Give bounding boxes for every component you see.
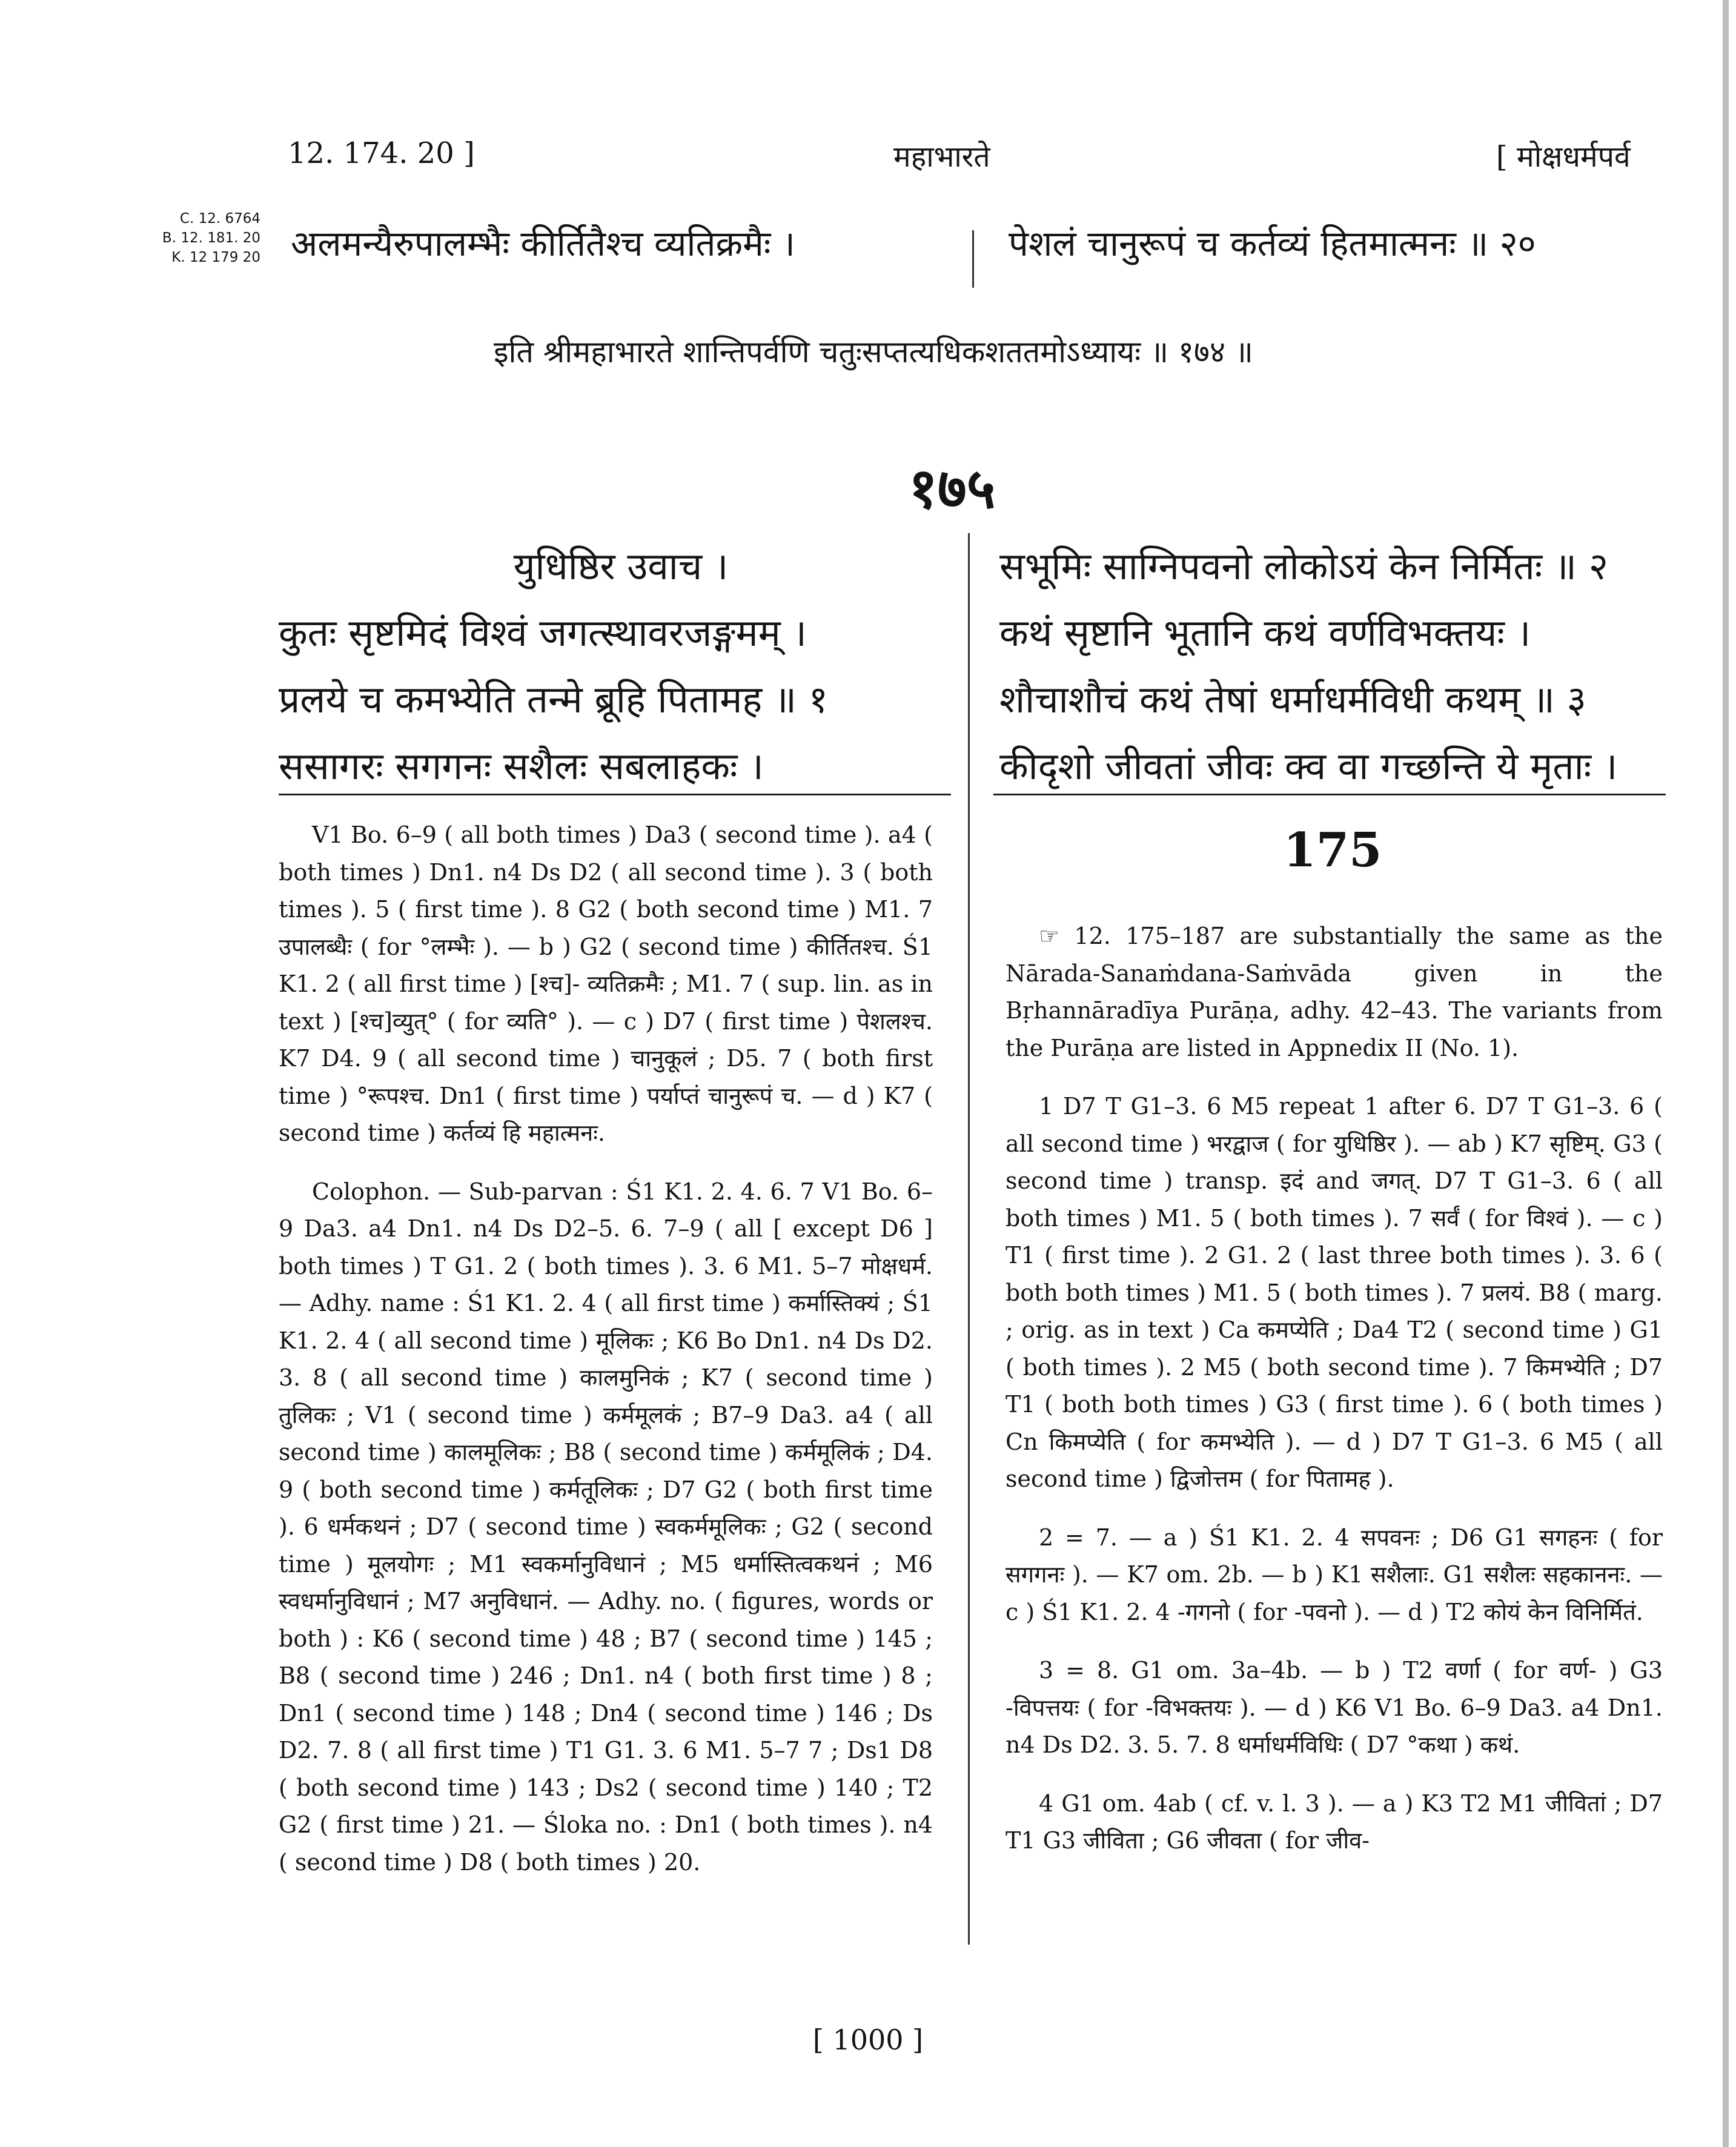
verse-divider [972, 230, 974, 288]
running-head-verse-ref: 12. 174. 20 ] [288, 136, 475, 170]
critical-notes-right [1005, 918, 1663, 1881]
notes-verse-4: 4 G1 om. 4ab ( cf. v. l. 3 ). — a ) K3 T2 M1 जीवितां ; D7 T1 G3 जीविता ; G6 जीवता ( for जीव- [1005, 1790, 1663, 1854]
column-divider [968, 533, 970, 1945]
verse-20-line-a: अलमन्यैरुपालम्भैः कीर्तितैश्च व्यतिक्रमैः । [291, 223, 795, 264]
verse-line: ससागरः सगगनः सशैलः सबलाहकः । [279, 744, 764, 788]
concordance-ref: K. 12 179 20 [171, 250, 260, 265]
running-head-section: [ मोक्षधर्मपर्व [1496, 140, 1631, 174]
verse-20-line-b: पेशलं चानुरूपं च कर्तव्यं हितमात्मनः ॥ २० [1009, 223, 1536, 264]
verse-line: कथं सृष्टानि भूतानि कथं वर्णविभक्तयः । [999, 611, 1531, 655]
critical-notes-left [279, 817, 933, 1902]
concordance-refs [145, 209, 260, 267]
verse-line: कुतः सृष्टमिदं विश्वं जगत्स्थावरजङ्गमम् । [279, 611, 807, 655]
chapter-colophon: इति श्रीमहाभारते शान्तिपर्वणि चतुःसप्तत्यधिकशततमोऽध्यायः ॥ १७४ ॥ [494, 334, 1253, 370]
verses-right-column [999, 533, 1666, 800]
chapter-number: 175 [1283, 823, 1382, 878]
running-head-title: महाभारते [893, 140, 990, 174]
note-purana-parallel: ☞ 12. 175–187 are substantially the same as the Nārada-Sanaṁdana-Saṁvāda given in the Bṛhannāradīya Purāṇa, adhy. 42–43. The variants from the Purāṇa are listed in Appnedix II (No. 1). [1005, 923, 1663, 1061]
page-edge [1723, 0, 1729, 2147]
speaker-line: युधिष्ठिर उवाच । [513, 544, 729, 588]
concordance-ref: B. 12. 181. 20 [162, 230, 260, 246]
verses-left-column [279, 533, 939, 800]
left-verse-rule [279, 794, 951, 795]
verse-line: कीदृशो जीवतां जीवः क्व वा गच्छन्ति ये मृताः । [999, 744, 1618, 788]
notes-colophon: Colophon. — Sub-parvan : Ś1 K1. 2. 4. 6. 7 V1 Bo. 6–9 Da3. a4 Dn1. n4 Ds D2–5. 6. 7–9 ( all [ except D6 ] both times ) T G1. 2 ( both times ). 3. 6 M1. 5–7 मोक्षधर्म. — Adhy. name : Ś1 K1. 2. 4 ( all first time ) कर्मास्तिक्यं ; Ś1 K1. 2. 4 ( all second time ) मूलिकः ; K6 Bo Dn1. n4 Ds D2. 3. 8 ( all second time ) कालमुनिकं ; K7 ( second time ) तुलिकः ; V1 ( second time ) कर्ममूलकं ; B7–9 Da3. a4 ( all second time ) कालमूलिकः ; B8 ( second time ) कर्ममूलिकं ; D4. 9 ( both second time ) कर्मतूलिकः ; D7 G2 ( both first time ). 6 धर्मकथनं ; D7 ( second time ) स्वकर्ममूलिकः ; G2 ( second time ) मूलयोगः ; M1 स्वकर्मानुविधानं ; M5 धर्मास्तित्वकथनं ; M6 स्वधर्मानुविधानं ; M7 अनुविधानं. — Adhy. no. ( figures, words or both ) : K6 ( second time ) 48 ; B7 ( second time ) 145 ; B8 ( second time ) 246 ; Dn1. n4 ( both first time ) 8 ; Dn1 ( second time ) 148 ; Dn4 ( second time ) 146 ; Ds D2. 7. 8 ( all first time ) T1 G1. 3. 6 M1. 5–7 7 ; Ds1 D8 ( both second time ) 143 ; Ds2 ( second time ) 140 ; T2 G2 ( first time ) 21. — Śloka no. : Dn1 ( both times ). n4 ( second time ) D8 ( both times ) 20. [279, 1178, 933, 1876]
page-number: [ 1000 ] [812, 2023, 924, 2056]
notes-verse-1: 1 D7 T G1–3. 6 M5 repeat 1 after 6. D7 T G1–3. 6 ( all second time ) भरद्वाज ( for युधिष्ठिर ). — ab ) K7 सृष्टिम्. G3 ( second time ) transp. इदं and जगत्. D7 T G1–3. 6 ( all both times ) M1. 5 ( both times ). 7 सर्वं ( for विश्वं ). — c ) T1 ( first time ). 2 G1. 2 ( last three both times ). 3. 6 ( both both times ) M1. 5 ( both times ). 7 प्रलयं. B8 ( marg. ; orig. as in text ) Ca कमप्येति ; Da4 T2 ( second time ) G1 ( both times ). 2 M5 ( both second time ). 7 किमभ्येति ; D7 T1 ( both both times ) G3 ( first time ). 6 ( both times ) Cn किमप्येति ( for कमभ्येति ). — d ) D7 T G1–3. 6 M5 ( all second time ) द्विजोत्तम ( for पितामह ). [1005, 1093, 1663, 1492]
notes-verse-3: 3 = 8. G1 om. 3a–4b. — b ) T2 वर्णा ( for वर्ण- ) G3 -विपत्तयः ( for -विभक्तयः ). — d ) K6 V1 Bo. 6–9 Da3. a4 Dn1. n4 Ds D2. 3. 5. 7. 8 धर्माधर्मविधिः ( D7 °कथा ) कथं. [1005, 1657, 1663, 1758]
verse-line: प्रलये च कमभ्येति तन्मे ब्रूहि पितामह ॥ १ [279, 677, 829, 722]
verse-line: सभूमिः साग्निपवनो लोकोऽयं केन निर्मितः ॥ २ [999, 544, 1608, 588]
chapter-number-devanagari: १७५ [909, 456, 996, 521]
right-verse-rule [993, 794, 1666, 795]
verse-line: शौचाशौचं कथं तेषां धर्माधर्मविधी कथम् ॥ ३ [999, 677, 1586, 722]
concordance-ref: C. 12. 6764 [179, 211, 260, 227]
notes-verse-2: 2 = 7. — a ) Ś1 K1. 2. 4 सपवनः ; D6 G1 सगहनः ( for सगगनः ). — K7 om. 2b. — b ) K1 सशैलाः. G1 सशैलः सहकाननः. — c ) Ś1 K1. 2. 4 -गगनो ( for -पवनो ). — d ) T2 कोयं केन विनिर्मितं. [1005, 1524, 1663, 1625]
notes-verse-20: V1 Bo. 6–9 ( all both times ) Da3 ( second time ). a4 ( both times ) Dn1. n4 Ds D2 ( all second time ). 3 ( both times ). 5 ( first time ). 8 G2 ( both second time ) M1. 7 उपालब्धैः ( for °लम्भैः ). — b ) G2 ( second time ) कीर्तितश्च. Ś1 K1. 2 ( all first time ) [श्च]- व्यतिक्रमैः ; M1. 7 ( sup. lin. as in text ) [श्च]व्युत्° ( for व्यति° ). — c ) D7 ( first time ) पेशलश्च. K7 D4. 9 ( all second time ) चानुकूलं ; D5. 7 ( both first time ) °रूपश्च. Dn1 ( first time ) पर्याप्तं चानुरूपं च. — d ) K7 ( second time ) कर्तव्यं हि महात्मनः. [279, 821, 933, 1146]
